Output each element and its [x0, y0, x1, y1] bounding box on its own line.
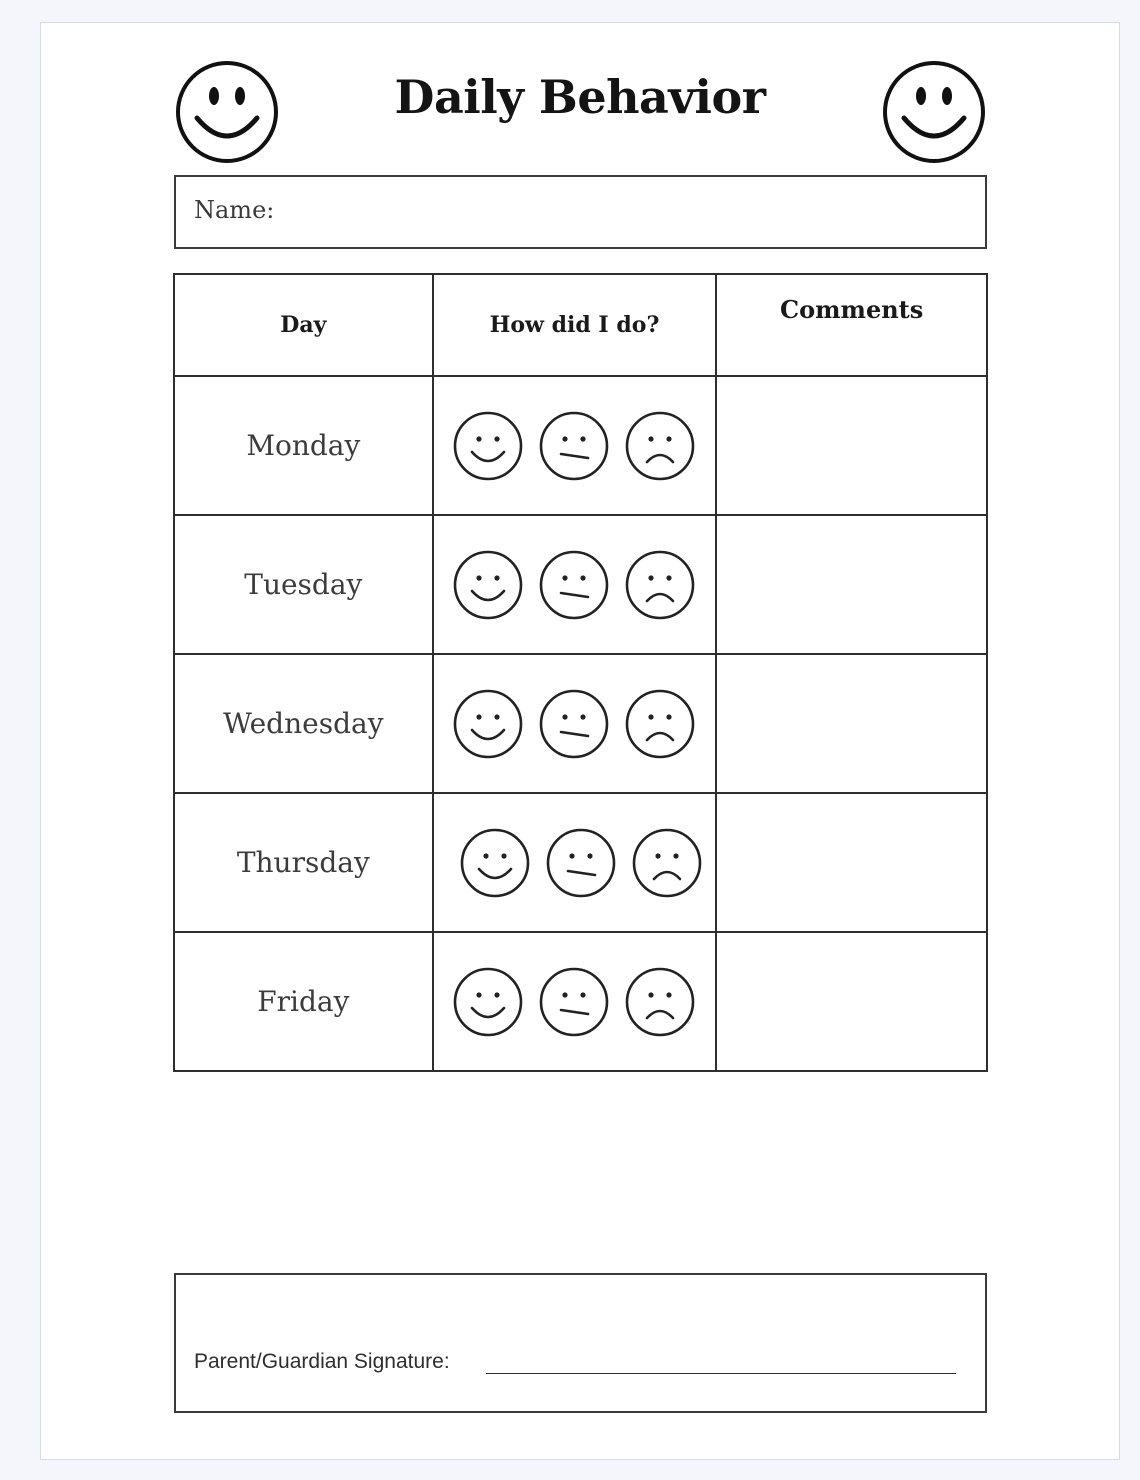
table-row — [174, 376, 987, 515]
day-cell: Monday — [174, 376, 433, 515]
rating-cell — [433, 793, 717, 932]
large-smiley-face-icon — [175, 60, 279, 164]
happy-face-icon[interactable] — [452, 688, 524, 760]
comments-cell[interactable] — [716, 793, 987, 932]
signature-line[interactable] — [486, 1373, 956, 1374]
rating-cell — [433, 515, 717, 654]
day-cell: Thursday — [174, 793, 433, 932]
comments-cell[interactable] — [716, 932, 987, 1071]
neutral-face-icon[interactable] — [538, 966, 610, 1038]
table-row — [174, 793, 987, 932]
day-cell: Friday — [174, 932, 433, 1071]
neutral-face-icon[interactable] — [538, 688, 610, 760]
comments-cell[interactable] — [716, 376, 987, 515]
name-field[interactable] — [174, 175, 987, 249]
neutral-face-icon[interactable] — [538, 410, 610, 482]
table-row — [174, 654, 987, 793]
how-did-i-do-column-header: How did I do? — [433, 274, 717, 376]
table-row — [174, 515, 987, 654]
table-header-row — [174, 274, 987, 376]
happy-face-icon[interactable] — [452, 966, 524, 1038]
page-title: Daily Behavior — [394, 70, 766, 124]
rating-cell — [433, 654, 717, 793]
sad-face-icon[interactable] — [624, 966, 696, 1038]
happy-face-icon[interactable] — [459, 827, 531, 899]
day-cell: Wednesday — [174, 654, 433, 793]
table-row — [174, 932, 987, 1071]
happy-face-icon[interactable] — [452, 549, 524, 621]
neutral-face-icon[interactable] — [545, 827, 617, 899]
signature-label: Parent/Guardian Signature: — [194, 1350, 450, 1373]
behavior-table — [173, 273, 988, 1072]
rating-cell — [433, 932, 717, 1071]
happy-face-icon[interactable] — [452, 410, 524, 482]
sad-face-icon[interactable] — [631, 827, 703, 899]
comments-column-header: Comments — [716, 274, 987, 376]
sad-face-icon[interactable] — [624, 549, 696, 621]
large-smiley-face-icon — [882, 60, 986, 164]
signature-box — [174, 1273, 987, 1413]
comments-cell[interactable] — [716, 515, 987, 654]
neutral-face-icon[interactable] — [538, 549, 610, 621]
sad-face-icon[interactable] — [624, 688, 696, 760]
comments-cell[interactable] — [716, 654, 987, 793]
name-label: Name: — [194, 196, 275, 224]
rating-cell — [433, 376, 717, 515]
day-cell: Tuesday — [174, 515, 433, 654]
day-column-header: Day — [174, 274, 433, 376]
sad-face-icon[interactable] — [624, 410, 696, 482]
